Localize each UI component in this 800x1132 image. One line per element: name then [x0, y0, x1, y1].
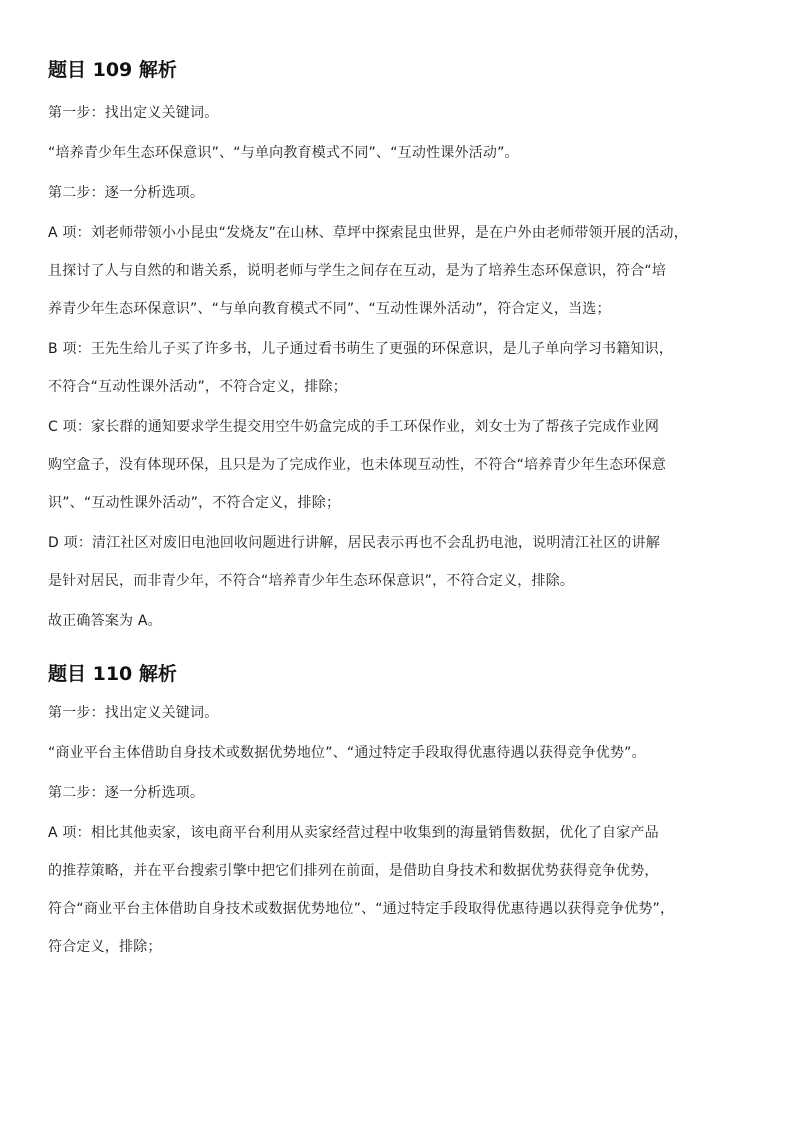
section-109 [48, 54, 768, 636]
option-a-line: 养青少年生态环保意识”、“与单向教育模式不同”、“互动性课外活动”，符合定义，当选； [48, 301, 611, 317]
option-d [48, 528, 768, 596]
option-a-line: A 项：刘老师带领小小昆虫“发烧友”在山林、草坪中探索昆虫世界，是在户外由老师带领开展的活动， [48, 225, 688, 241]
option-a-line: 且探讨了人与自然的和谐关系，说明老师与学生之间存在互动，是为了培养生态环保意识，符合“培 [48, 263, 667, 279]
option-a [48, 818, 768, 962]
option-a [48, 218, 768, 324]
option-b-line: B 项：王先生给儿子买了许多书，儿子通过看书萌生了更强的环保意识，是儿子单向学习书籍知识， [48, 341, 674, 357]
section-body [48, 98, 768, 636]
keywords: “培养青少年生态环保意识”、“与单向教育模式不同”、“互动性课外活动”。 [48, 145, 519, 161]
option-a-line: 符合定义，排除； [48, 939, 162, 955]
option-c-line: 识”、“互动性课外活动”，不符合定义，排除； [48, 495, 341, 511]
option-a-line: 符合“商业平台主体借助自身技术或数据优势地位”、“通过特定手段取得优惠待遇以获得竞争优势”， [48, 901, 675, 917]
section-body [48, 698, 768, 962]
option-d-line: D 项：清江社区对废旧电池回收问题进行讲解，居民表示再也不会乱扔电池，说明清江社区的讲解 [48, 535, 661, 551]
answer: 故正确答案为 A。 [48, 613, 162, 629]
section-title: 题目 110 解析 [48, 663, 177, 685]
section-110 [48, 658, 768, 962]
option-a-line: A 项：相比其他卖家，该电商平台利用从卖家经营过程中收集到的海量销售数据，优化了自家产品 [48, 825, 659, 841]
document-page [48, 54, 768, 962]
option-a-line: 的推荐策略，并在平台搜索引擎中把它们排列在前面，是借助自身技术和数据优势获得竞争优势， [48, 863, 659, 879]
step-two: 第二步：逐一分析选项。 [48, 785, 205, 801]
step-two: 第二步：逐一分析选项。 [48, 185, 205, 201]
option-c [48, 412, 768, 518]
section-title: 题目 109 解析 [48, 59, 177, 81]
option-c-line: 购空盒子，没有体现环保，且只是为了完成作业，也未体现互动性，不符合“培养青少年生态环保意 [48, 457, 667, 473]
keywords: “商业平台主体借助自身技术或数据优势地位”、“通过特定手段取得优惠待遇以获得竞争优势”。 [48, 745, 646, 761]
option-b-line: 不符合“互动性课外活动”，不符合定义，排除； [48, 379, 347, 395]
step-one: 第一步：找出定义关键词。 [48, 105, 219, 121]
step-one: 第一步：找出定义关键词。 [48, 705, 219, 721]
option-d-line: 是针对居民，而非青少年，不符合“培养青少年生态环保意识”，不符合定义，排除。 [48, 573, 575, 589]
option-c-line: C 项：家长群的通知要求学生提交用空牛奶盒完成的手工环保作业，刘女士为了帮孩子完成作业网 [48, 419, 660, 435]
option-b [48, 334, 768, 402]
